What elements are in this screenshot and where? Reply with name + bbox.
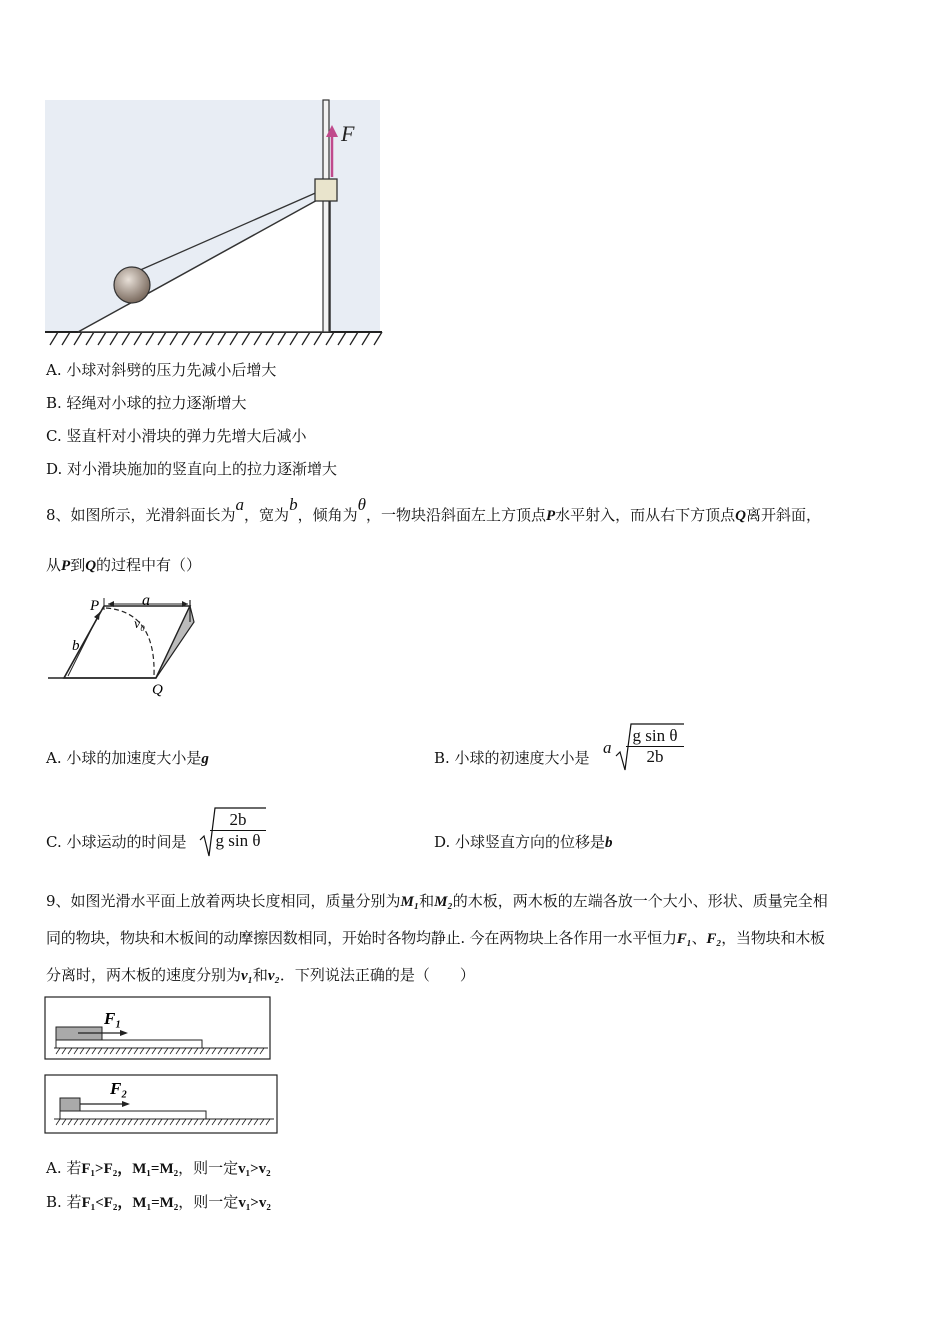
q8-option-d: D. 小球竖直方向的位移是b <box>434 833 613 851</box>
pole-slider-figure <box>40 95 390 350</box>
q8-option-b-coef: a <box>603 738 612 757</box>
q7-option-a: A. 小球对斜劈的压力先减小后增大 <box>46 361 277 379</box>
board-figure-1 <box>44 996 272 1062</box>
q8-option-a: A. 小球的加速度大小是g <box>46 749 209 767</box>
var-b: b <box>289 495 298 514</box>
q9-option-b: B. 若F₁<F₂，M₁=M₂，则一定v₁>v₂ <box>46 1193 271 1211</box>
label-b: b <box>72 638 80 654</box>
q8-option-b: B. 小球的初速度大小是 <box>434 749 590 767</box>
q8-stem-line1: 8、如图所示，光滑斜面长为a，宽为b，倾角为θ，一物块沿斜面左上方顶点P水平射入，而从右下方顶点Q离开斜面， <box>46 495 821 524</box>
incline-plane-figure <box>44 592 214 702</box>
label-a: a <box>142 592 150 609</box>
q9-stem-line1: 9、如图光滑水平面上放着两块长度相同，质量分别为M₁和M₂的木板，两木板的左端各放一个大小、形状、质量完全相 <box>46 892 828 910</box>
q7-option-b: B. 轻绳对小球的拉力逐渐增大 <box>46 394 247 412</box>
force-label: F <box>341 121 355 146</box>
q7-option-c: C. 竖直杆对小滑块的弹力先增大后减小 <box>46 427 307 445</box>
q8-option-b-fraction: $\frac{\text{g sin θ}}{2b}$ <box>626 726 684 767</box>
label-Q: Q <box>152 682 163 698</box>
q9-option-a: A. 若F₁>F₂，M₁=M₂，则一定v₁>v₂ <box>46 1159 271 1177</box>
board-figure-2 <box>44 1074 280 1136</box>
label-v0: v₀ <box>134 617 146 632</box>
q8-option-c: C. 小球运动的时间是 <box>46 833 187 851</box>
f2-label: F₂ <box>110 1079 128 1098</box>
f1-label: F₁ <box>104 1009 122 1028</box>
q7-option-d: D. 对小滑块施加的竖直向上的拉力逐渐增大 <box>46 460 338 478</box>
var-a: a <box>235 495 245 514</box>
q9-stem-line3: 分离时，两木板的速度分别为v₁和v₂．下列说法正确的是（ ） <box>46 966 475 984</box>
var-theta: θ <box>357 495 366 514</box>
q8-stem-line2: 从P到Q的过程中有（） <box>46 556 202 574</box>
q8-option-c-fraction: $\frac{2b}{\text{g sin θ}}$ <box>210 810 266 851</box>
label-P: P <box>90 598 100 614</box>
q9-stem-line2: 同的物块，物块和木板间的动摩擦因数相同，开始时各物均静止. 今在两物块上各作用一水平恒力F₁、F₂，当物块和木板 <box>46 929 825 947</box>
